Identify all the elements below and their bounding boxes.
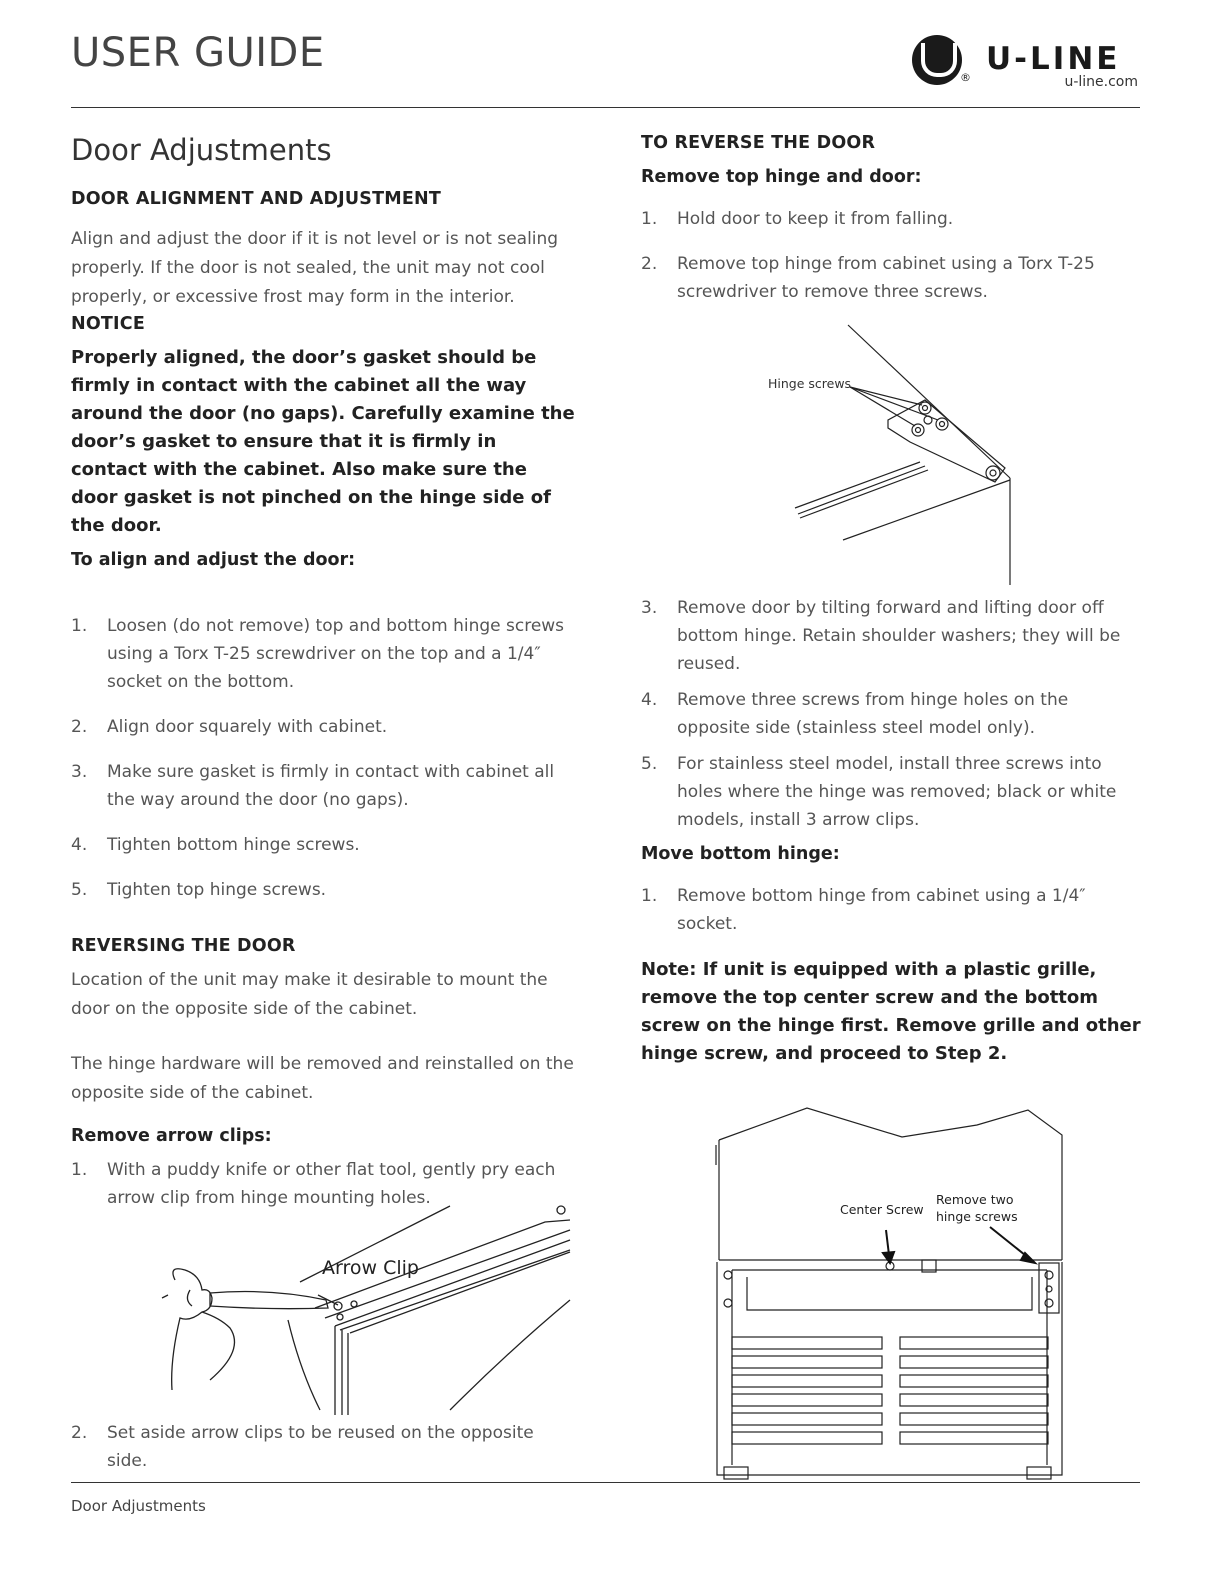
step-text: Make sure gasket is firmly in contact with cabinet all the way around the door (no gaps). [107,762,555,810]
remove-two-label-line2: hinge screws [936,1209,1018,1224]
grille-slat [900,1337,1048,1349]
list-item [71,876,576,904]
list-item [71,758,576,814]
list-item [71,612,576,696]
grille-slat [900,1432,1048,1444]
grille-slats [732,1337,1048,1444]
grille-slat [732,1375,882,1387]
step-number: 1. [641,209,658,229]
step-number: 4. [71,835,88,855]
guide-title: USER GUIDE [71,30,325,76]
reverse-heading: TO REVERSE THE DOOR [641,133,876,153]
registered-mark: ® [960,71,971,84]
top-steps-list [641,205,1146,306]
grille-slat [900,1356,1048,1368]
step-text: Hold door to keep it from falling. [677,209,954,229]
step-number: 2. [641,254,658,274]
bottom-hinge-subheading: Move bottom hinge: [641,844,840,864]
step-number: 3. [641,598,658,618]
top-hinge-subheading: Remove top hinge and door: [641,167,922,187]
u-line-logo-icon [912,35,962,85]
step-text: Tighten top hinge screws. [107,880,327,900]
footer-label: Door Adjustments [71,1497,206,1515]
notice-text: Properly aligned, the door’s gasket should be firmly in contact with the cabinet all the way around the door (no gaps). Carefully examine the door’s gasket to ensure that it is firmly in contact with the cabinet. Also make sure the door gasket is not pinched on the hinge side of the door. [71,347,575,536]
footer-divider [71,1482,1140,1483]
notice-label: NOTICE [71,314,145,334]
reversing-text-1: Location of the unit may make it desirable to mount the door on the opposite side of the cabinet. [71,970,548,1019]
step-text: Align door squarely with cabinet. [107,717,388,737]
step-text: Remove bottom hinge from cabinet using a 1/4″ socket. [677,886,1086,934]
grille-slat [732,1413,882,1425]
right-column-mid [641,594,1146,1068]
step-number: 5. [641,754,658,774]
step-text: With a puddy knife or other flat tool, gently pry each arrow clip from hinge mounting holes. [107,1160,556,1208]
step-text: Remove three screws from hinge holes on the opposite side (stainless steel model only). [677,690,1069,738]
step-text: Set aside arrow clips to be reused on the opposite side. [107,1423,534,1471]
step-number: 1. [71,616,88,636]
step-number: 1. [641,886,658,906]
step-number: 2. [71,1423,88,1443]
step-number: 4. [641,690,658,710]
grille-slat [900,1394,1048,1406]
section-title: Door Adjustments [71,133,332,167]
list-item [641,750,1146,834]
list-item [71,831,576,859]
grille-figure [712,1105,1067,1483]
grille-slat [732,1432,882,1444]
list-item [71,713,576,741]
step-number: 2. [71,717,88,737]
align-subheading: To align and adjust the door: [71,550,356,570]
grille-slat [732,1337,882,1349]
grille-slat [900,1413,1048,1425]
step-text: For stainless steel model, install three screws into holes where the hinge was removed; black or white models, install 3 arrow clips. [677,754,1117,830]
step-text: Remove top hinge from cabinet using a Torx T-25 screwdriver to remove three screws. [677,254,1095,302]
list-item [71,1419,576,1475]
top-steps-list-continued [641,594,1146,834]
list-item [641,250,1146,306]
step-text: Tighten bottom hinge screws. [107,835,360,855]
brand-url: u-line.com [1064,74,1138,90]
alignment-heading: DOOR ALIGNMENT AND ADJUSTMENT [71,189,442,209]
remove-two-label-line1: Remove two [936,1192,1014,1207]
reversing-heading: REVERSING THE DOOR [71,936,296,956]
list-item [641,686,1146,742]
arrow-clip-figure [150,1200,575,1415]
grille-slat [732,1394,882,1406]
brand-name: U-LINE [986,41,1121,77]
step-text: Remove door by tilting forward and lifting door off bottom hinge. Retain shoulder washers; they will be reused. [677,598,1121,674]
step-number: 3. [71,762,88,782]
clip-steps-list-2 [71,1419,576,1475]
bottom-steps-list [641,882,1146,938]
clip-step-2-wrap [71,1419,576,1475]
list-item [641,882,1146,938]
alignment-text: Align and adjust the door if it is not level or is not sealing properly. If the door is not sealed, the unit may not cool properly, or excessive frost may form in the interior. [71,229,559,307]
grille-note: Note: If unit is equipped with a plastic grille, remove the top center screw and the bottom screw on the hinge first. Remove grille and other hinge screw, and proceed to Step 2. [641,959,1141,1064]
arrow-clip-label: Arrow Clip [322,1257,419,1279]
hinge-screws-figure [760,320,1030,590]
list-item [641,205,1146,233]
grille-slat [900,1375,1048,1387]
hinge-screws-label: Hinge screws [768,376,852,391]
right-column [641,133,1146,306]
header-divider [71,107,1140,108]
grille-slat [732,1356,882,1368]
list-item [641,594,1146,678]
brand-logo [910,33,1150,95]
step-text: Loosen (do not remove) top and bottom hinge screws using a Torx T-25 screwdriver on the top and a 1/4″ socket on the bottom. [107,616,565,692]
clips-subheading: Remove arrow clips: [71,1126,272,1146]
left-column [71,133,576,1212]
align-steps-list [71,612,576,904]
step-number: 5. [71,880,88,900]
step-number: 1. [71,1160,88,1180]
reversing-text-2: The hinge hardware will be removed and reinstalled on the opposite side of the cabinet. [71,1054,574,1103]
center-screw-label: Center Screw [840,1202,924,1217]
